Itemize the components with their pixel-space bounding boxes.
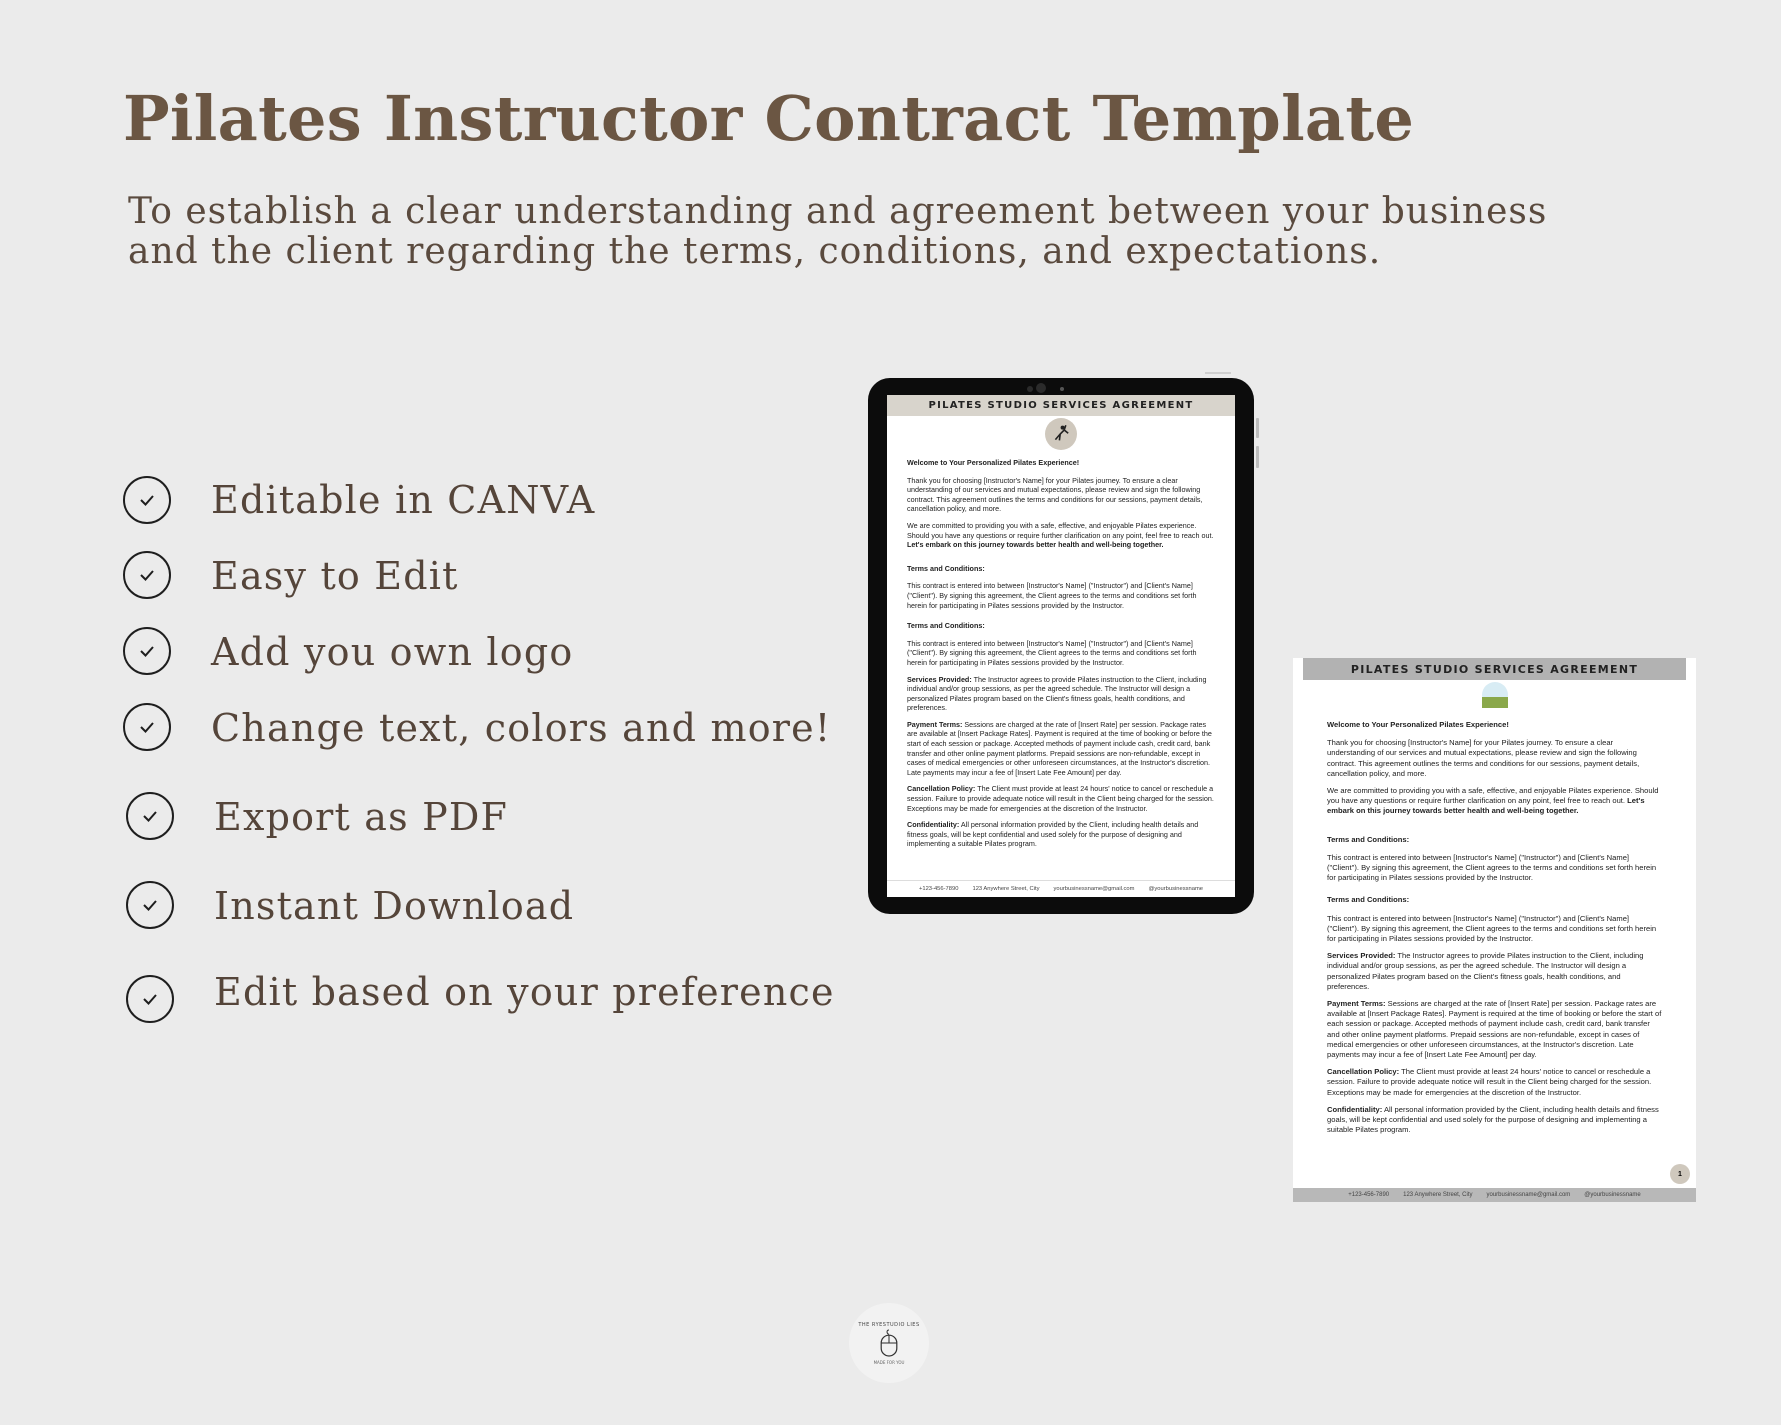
doc-intro: Thank you for choosing [Instructor's Name] for your Pilates journey. To ensure a clear understanding of our services and mutual expectations, please review and sign the following contract. This agreement outlines the terms and conditions for our sessions, payment details, cancellation policy, and more. — [907, 475, 1203, 514]
doc-payment — [907, 720, 1215, 778]
check-circle-icon — [126, 881, 174, 929]
doc-cancellation — [907, 784, 1215, 813]
doc-payment-label: Payment Terms: — [1327, 999, 1386, 1009]
camera-icon — [1036, 383, 1046, 393]
page-doc-header: PILATES STUDIO SERVICES AGREEMENT — [1303, 658, 1686, 680]
doc-payment-text: Sessions are charged at the rate of [Insert Rate] per session. Package rates are available at [Insert Package Rates]. Payment is required at the time of booking or before the start of each session or package. Accepted methods of payment include cash, credit card, bank transfer and other online payment platforms. Prepaid sessions are non-refundable, except in cases of medical emergencies or other unforeseen circumstances, at the Instructor's discretion. Late payments may incur a fee of [Insert Late Fee Amount] per day. — [907, 719, 1212, 777]
doc-terms-heading: Terms and Conditions: — [907, 563, 985, 573]
feature-label: Instant Download — [214, 884, 575, 928]
feature-label: Edit based on your preference — [214, 970, 835, 1014]
doc-terms: This contract is entered into between [Instructor's Name] ("Instructor") and [Client's Name] ("Client"). By signing this agreement, the Client agrees to the terms and conditions set forth herein for participating in Pilates sessions provided by the Instructor. — [907, 581, 1197, 610]
doc-services-text: The Instructor agrees to provide Pilates instruction to the Client, including individual and/or group sessions, as per the agreed schedule. The Instructor will design a personalized Pilates program based on the Client's fitness goals, health conditions, and preferences. — [1327, 951, 1644, 991]
doc-cancel-label: Cancellation Policy: — [1327, 1067, 1400, 1077]
doc-cancellation — [1327, 1067, 1662, 1098]
camera-dot — [1060, 387, 1064, 391]
doc-commitment-bold: Let's embark on this journey towards better health and well-being together. — [907, 540, 1164, 550]
doc-footer — [887, 880, 1235, 897]
feature-item — [123, 703, 171, 751]
doc-welcome: Welcome to Your Personalized Pilates Experience! — [1327, 720, 1509, 729]
tablet-button — [1256, 418, 1259, 438]
page-logo-icon — [1482, 682, 1508, 708]
doc-payment — [1327, 999, 1662, 1060]
brand-logo — [849, 1303, 929, 1383]
pilates-logo-icon — [1045, 418, 1077, 450]
check-circle-icon — [123, 703, 171, 751]
doc-terms: This contract is entered into between [Instructor's Name] ("Instructor") and [Client's Name] ("Client"). By signing this agreement, the Client agrees to the terms and conditions set forth herein for participating in Pilates sessions provided by the Instructor. — [1327, 852, 1657, 883]
doc-terms: This contract is entered into between [Instructor's Name] ("Instructor") and [Client's Name] ("Client"). By signing this agreement, the Client agrees to the terms and conditions set forth herein for participating in Pilates sessions provided by the Instructor. — [1327, 913, 1657, 944]
feature-label: Change text, colors and more! — [211, 706, 832, 750]
doc-terms-heading: Terms and Conditions: — [1327, 834, 1410, 844]
doc-commitment-text: We are committed to providing you with a safe, effective, and enjoyable Pilates experience. Should you have any questions or require further clarification on any point, feel free to reach out. — [1327, 786, 1659, 806]
footer-address: 123 Anywhere Street, City — [972, 886, 1040, 892]
doc-payment-label: Payment Terms: — [907, 719, 963, 729]
doc-confidentiality — [907, 820, 1215, 849]
feature-item — [123, 551, 171, 599]
tablet-mockup — [868, 378, 1254, 914]
doc-terms: This contract is entered into between [Instructor's Name] ("Instructor") and [Client's Name] ("Client"). By signing this agreement, the Client agrees to the terms and conditions set forth herein for participating in Pilates sessions provided by the Instructor. — [907, 638, 1197, 667]
camera-dot — [1027, 386, 1033, 392]
doc-body — [887, 450, 1235, 849]
footer-handle: @yourbusinessname — [1148, 886, 1204, 892]
feature-item — [123, 476, 171, 524]
feature-item — [126, 975, 174, 1023]
tablet-screen — [887, 395, 1235, 897]
footer-email: yourbusinessname@gmail.com — [1053, 886, 1135, 892]
doc-conf-label: Confidentiality: — [1327, 1104, 1383, 1114]
doc-commitment — [1327, 786, 1662, 817]
doc-welcome: Welcome to Your Personalized Pilates Experience! — [907, 458, 1080, 467]
doc-commitment-text: We are committed to providing you with a safe, effective, and enjoyable Pilates experience. Should you have any questions or require further clarification on any point, feel free to reach out. — [907, 520, 1214, 540]
doc-commitment — [907, 521, 1215, 550]
check-circle-icon — [123, 551, 171, 599]
page-number-badge: 1 — [1670, 1164, 1690, 1184]
feature-label: Easy to Edit — [211, 554, 459, 598]
doc-commitment-bold: Let's embark on this journey towards better health and well-being together. — [1327, 796, 1645, 816]
doc-header: PILATES STUDIO SERVICES AGREEMENT — [887, 395, 1235, 416]
page-doc-body — [1293, 708, 1696, 1136]
doc-terms-heading: Terms and Conditions: — [1327, 895, 1410, 905]
doc-intro: Thank you for choosing [Instructor's Name] for your Pilates journey. To ensure a clear understanding of our services and mutual expectations, please review and sign the following contract. This agreement outlines the terms and conditions for our sessions, payment details, cancellation policy, and more. — [1327, 738, 1640, 778]
tablet-edge — [1205, 372, 1231, 374]
footer-phone: +123-456-7890 — [918, 886, 959, 892]
doc-services-label: Services Provided: — [1327, 951, 1396, 961]
footer-address: 123 Anywhere Street, City — [1403, 1192, 1473, 1198]
footer-phone: +123-456-7890 — [1348, 1192, 1390, 1198]
subtitle-line-1: To establish a clear understanding and agreement between your business — [128, 191, 1548, 232]
doc-services-text: The Instructor agrees to provide Pilates instruction to the Client, including individual and/or group sessions, as per the agreed schedule. The Instructor will design a personalized Pilates program based on the Client's fitness goals, health conditions, and preferences. — [907, 674, 1207, 713]
document-page — [1293, 658, 1696, 1202]
brand-name: THE RYESTUDIO LIES — [858, 1321, 920, 1328]
footer-email: yourbusinessname@gmail.com — [1486, 1192, 1571, 1198]
doc-cancel-text: The Client must provide at least 24 hours' notice to cancel or reschedule a session. Failure to provide adequate notice will result in the Client being charged for the session. Exceptions may be made for emergencies at the discretion of the Instructor. — [1327, 1067, 1652, 1097]
doc-cancel-text: The Client must provide at least 24 hours' notice to cancel or reschedule a session. Failure to provide adequate notice will result in the Client being charged for the session. Exceptions may be made for emergencies at the discretion of the Instructor. — [907, 784, 1214, 813]
feature-label: Export as PDF — [214, 795, 509, 839]
doc-services-label: Services Provided: — [907, 674, 972, 684]
brand-tagline: MADE FOR YOU — [873, 1359, 905, 1365]
check-circle-icon — [123, 627, 171, 675]
check-circle-icon — [126, 975, 174, 1023]
doc-services — [1327, 951, 1662, 992]
page-subtitle — [128, 192, 1628, 272]
footer-handle: @yourbusinessname — [1584, 1192, 1641, 1198]
subtitle-line-2: and the client regarding the terms, conditions, and expectations. — [128, 231, 1382, 272]
doc-conf-label: Confidentiality: — [907, 820, 960, 830]
check-circle-icon — [126, 792, 174, 840]
doc-services — [907, 675, 1215, 713]
feature-label: Editable in CANVA — [211, 478, 596, 522]
feature-item — [123, 627, 171, 675]
doc-conf-text: All personal information provided by the Client, including health details and fitness goals, will be kept confidential and used solely for the purpose of designing and implementing a suitable Pilates program. — [1327, 1104, 1659, 1135]
doc-cancel-label: Cancellation Policy: — [907, 784, 976, 794]
page-doc-footer — [1293, 1188, 1696, 1202]
tablet-button — [1256, 446, 1259, 468]
mouse-icon — [876, 1328, 902, 1358]
doc-payment-text: Sessions are charged at the rate of [Insert Rate] per session. Package rates are available at [Insert Package Rates]. Payment is required at the time of booking or before the start of each session or package. Accepted methods of payment include cash, credit card, bank transfer and other online payment platforms. Prepaid sessions are non-refundable, except in cases of medical emergencies or other unforeseen circumstances, at the Instructor's discretion. Late payments may incur a fee of [Insert Late Fee Amount] per day. — [1327, 999, 1662, 1060]
page-title: Pilates Instructor Contract Template — [123, 82, 1415, 155]
feature-item — [126, 881, 174, 929]
check-circle-icon — [123, 476, 171, 524]
feature-item — [126, 792, 174, 840]
doc-conf-text: All personal information provided by the Client, including health details and fitness goals, will be kept confidential and used solely for the purpose of designing and implementing a suitable Pilates program. — [907, 820, 1199, 849]
feature-label: Add you own logo — [211, 630, 574, 674]
doc-confidentiality — [1327, 1105, 1662, 1136]
doc-terms-heading: Terms and Conditions: — [907, 621, 985, 631]
